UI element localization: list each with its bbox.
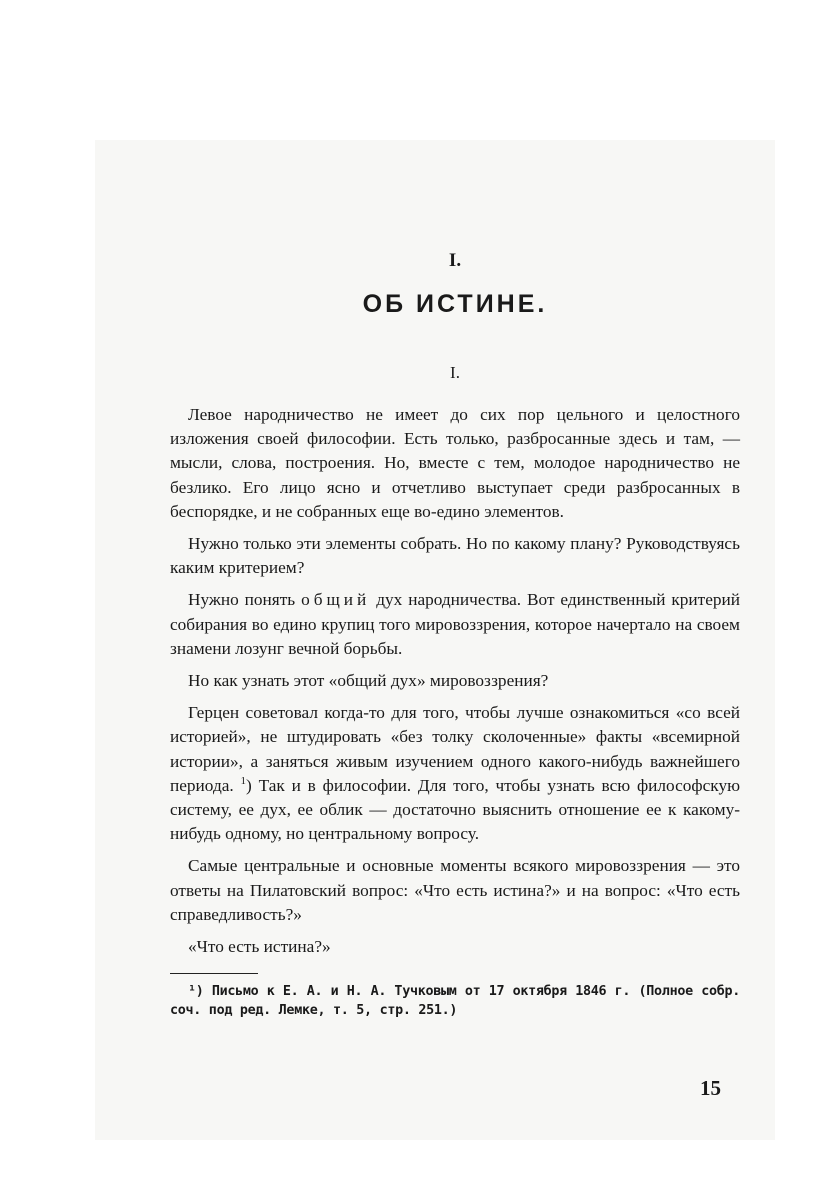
text-block <box>170 250 740 1020</box>
paragraph-5-start: Герцен советовал когда-то для того, чтобы лучше ознакомиться «со всей историей», не штудировать «без толку сколоченные» факты «всемирной истории», а заняться живым изучением одного какого-нибудь важнейшего периода. <box>170 703 740 795</box>
paragraph-4: Но как узнать этот «общий дух» мировоззрения? <box>188 671 549 691</box>
paragraph-1: Левое народничество не имеет до сих пор цельного и целостного изложения своей философии. Есть только, разбросанные здесь и там, — мысли, слова, построения. Но, вместе с тем, молодое народничество не безлико. Его лицо ясно и отчетливо выступает среди разбросанных в беспорядке, и не собранных еще во-едино элементов. <box>170 405 740 521</box>
paragraph-5 <box>170 701 740 846</box>
chapter-title: ОБ ИСТИНЕ. <box>362 290 548 318</box>
paragraph-2: Нужно только эти элементы собрать. Но по какому плану? Руководствуясь каким критерием? <box>170 534 740 578</box>
footnote-reference: 1 <box>240 775 247 788</box>
footnote-divider <box>170 973 258 974</box>
chapter-number: I. <box>448 250 462 271</box>
paragraph-6: Самые центральные и основные моменты всякого мировоззрения — это ответы на Пилатовский вопрос: «Что есть истина?» и на вопрос: «Что есть справедливость?» <box>170 856 740 924</box>
paragraph-3-end: дух народничества. Вот единственный критерий собирания во едино крупиц того мировоззрения, которое начертало на своем знамени лозунг вечной борьбы. <box>170 590 740 658</box>
paragraph-3 <box>170 588 740 661</box>
paragraph-7: «Что есть истина?» <box>188 937 331 957</box>
page-number: 15 <box>700 1076 721 1100</box>
section-number: I. <box>450 363 460 382</box>
footnote-marker: ¹) <box>188 984 204 1000</box>
paragraph-3-start: Нужно понять <box>188 590 296 610</box>
footnote <box>170 982 740 1020</box>
spaced-emphasis: общий <box>301 590 371 610</box>
footnote-text: Письмо к Е. А. и Н. А. Тучковым от 17 октября 1846 г. (Полное собр. соч. под ред. Лемке, т. 5, стр. 251.) <box>170 984 740 1019</box>
paragraph-5-end: ) Так и в философии. Для того, чтобы узнать всю философскую систему, ее дух, ее облик — достаточно выяснить отношение ее к какому-нибудь одному, но центральному вопросу. <box>170 775 740 844</box>
